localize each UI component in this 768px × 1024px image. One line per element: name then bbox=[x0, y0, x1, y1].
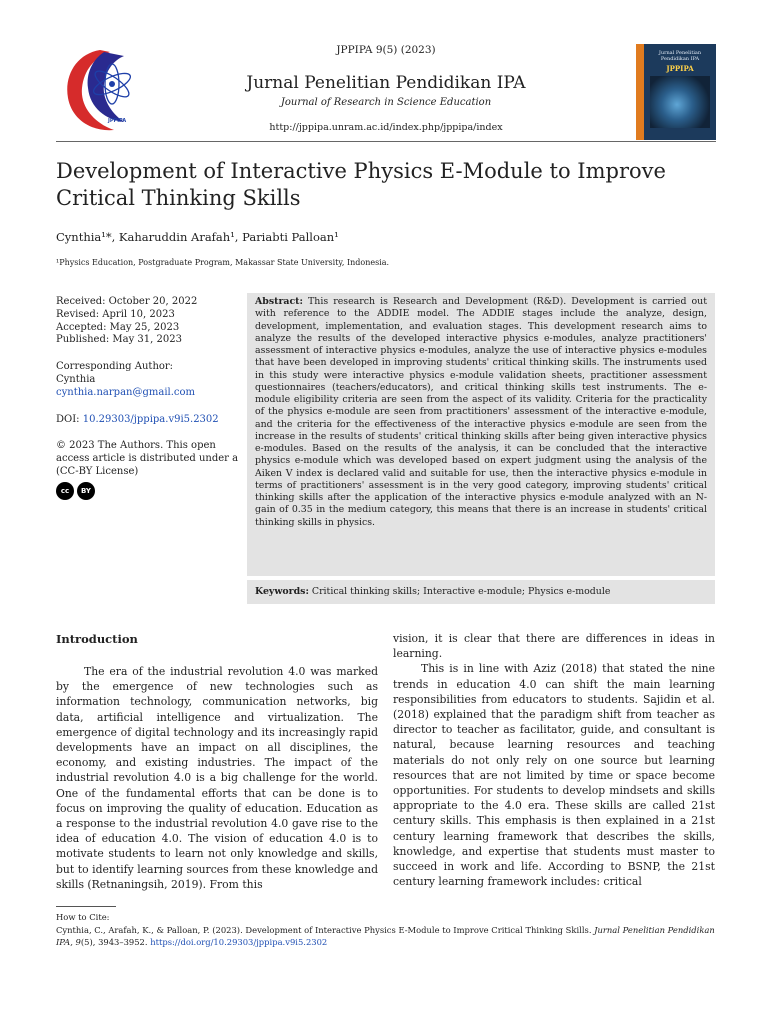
doi-label: DOI: bbox=[56, 413, 83, 425]
citation-journal: Jurnal Penelitian Pendidikan IPA, 9 bbox=[56, 924, 715, 947]
cover-text: Jurnal Penelitian Pendidikan IPA bbox=[658, 50, 702, 62]
body-paragraph: vision, it is clear that there are differences in ideas in learning. bbox=[393, 632, 715, 661]
doi-line bbox=[56, 414, 241, 427]
citation-issue-pages: (5), 3943–3952. bbox=[80, 937, 151, 947]
journal-header bbox=[56, 40, 716, 142]
cc-icon: cc bbox=[56, 482, 74, 500]
article-title: Development of Interactive Physics E-Module to Improve Critical Thinking Skills bbox=[56, 159, 666, 210]
journal-cover-thumbnail bbox=[636, 44, 716, 140]
cc-by-badge[interactable] bbox=[56, 482, 95, 500]
journal-title: Jurnal Penelitian Pendidikan IPA bbox=[246, 73, 526, 93]
cover-image bbox=[650, 76, 710, 128]
received-date: Received: October 20, 2022 bbox=[56, 296, 198, 307]
corresponding-label: Corresponding Author: bbox=[56, 361, 174, 373]
keywords-box bbox=[247, 580, 715, 604]
body-column-left bbox=[56, 664, 378, 892]
published-date: Published: May 31, 2023 bbox=[56, 334, 182, 346]
introduction-heading: Introduction bbox=[56, 632, 138, 646]
body-column-right bbox=[393, 631, 715, 889]
citation-label: How to Cite: bbox=[56, 912, 110, 922]
doi-link[interactable]: 10.29303/jppipa.v9i5.2302 bbox=[82, 413, 219, 425]
article-metadata bbox=[56, 296, 241, 500]
article-authors: Cynthia¹*, Kaharuddin Arafah¹, Pariabti Palloan¹ bbox=[56, 230, 339, 244]
journal-issue: JPPIPA 9(5) (2023) bbox=[336, 44, 436, 56]
cover-brand: JPPIPA bbox=[666, 64, 694, 73]
abstract-text: This research is Research and Development (R&D). Development is carried out with reference to the ADDIE model. The ADDIE stages include the analyze, design, development, implementation, and evaluation stages. This development research aims to analyze the results of the developed interactive physics e-modules, analyze practitioners' assessment of interactive physics e-modules, analyze the use of interactive physics e-modules that have been developed in improving students' critical thinking skills. The instruments used in this study were interactive physics e-module validation sheets, practitioner assessment questionnaires (teachers/educators), and critical thinking skills test instruments. The e-module eligibility criteria are seen from the aspect of its validity. Criteria for the practicality of the physics e-module are seen from practitioners' assessment of the interactive e-module, and the criteria for the effectiveness of the interactive physics e-module are seen from the increase in the results of students' critical thinking skills after being given interactive physics e-modules. Based on the results of the analysis, it can be concluded that the interactive physics e-module which was developed based on expert judgment using the analysis of the Aiken V index is declared valid and suitable for use, then the interactive physics e-module in terms of practitioners' assessment is in the very good category, improving students' critical thinking skills after the application of the interactive physics e-module analyzed with an N-gain of 0.35 in the medium category, this means that there is an increase in students' critical thinking skills in physics. bbox=[255, 296, 707, 528]
accepted-date: Accepted: May 25, 2023 bbox=[56, 321, 180, 333]
article-affiliation: ¹Physics Education, Postgraduate Program, Makassar State University, Indonesia. bbox=[56, 258, 390, 267]
citation-body bbox=[56, 924, 716, 949]
revised-date: Revised: April 10, 2023 bbox=[56, 308, 175, 320]
corresponding-email-link[interactable]: cynthia.narpan@gmail.com bbox=[56, 386, 195, 398]
license-text: © 2023 The Authors. This open access article is distributed under a (CC-BY License) bbox=[56, 440, 239, 477]
body-paragraph: The era of the industrial revolution 4.0 was marked by the emergence of new technologies such as information technology, communication networks, big data, artificial intelligence and virtualization. The emergence of digital technology and its increasingly rapid developments have an impact on all disciplines, the economy, and existing industries. The impact of the industrial revolution 4.0 is a big challenge for the world. One of the fundamental efforts that can be done is to focus on improving the quality of education. Education as a response to the industrial revolution 4.0 gave rise to the idea of education 4.0. The vision of education 4.0 is to motivate students to learn not only knowledge and skills, but to identify learning sources from these knowledge and skills (Retnaningsih, 2019). From this bbox=[56, 665, 378, 891]
body-paragraph: This is in line with Aziz (2018) that stated the nine trends in education 4.0 can shift the main learning responsibilities from educators to students. Sajidin et al. (2018) explained that the paradigm shift from teacher as director to teacher as facilitator, guide, and consultant is natural, because learning resources and teaching materials do not only rely on one source but learning resources that are not limited by time or space become opportunities. For students to develop mindsets and skills appropriate to the 4.0 era. These skills are called 21st century skills. This emphasis is then explained in a 21st century learning framework that describes the skills, knowledge, and expertise that students must master to succeed in work and life. According to BSNP, the 21st century learning framework includes: critical bbox=[393, 662, 715, 889]
journal-url[interactable]: http://jppipa.unram.ac.id/index.php/jppipa/index bbox=[269, 122, 503, 133]
keywords-text: Critical thinking skills; Interactive e-module; Physics e-module bbox=[311, 586, 611, 597]
abstract-box bbox=[247, 293, 715, 576]
footnote-divider bbox=[56, 906, 116, 907]
citation-text: Cynthia, C., Arafah, K., & Palloan, P. (2023). Development of Interactive Physics E-Module to Improve Critical Thinking Skills. bbox=[56, 924, 595, 935]
svg-text:JPPIPA: JPPIPA bbox=[108, 118, 127, 124]
by-icon: BY bbox=[77, 482, 95, 500]
citation-doi-link[interactable]: https://doi.org/10.29303/jppipa.v9i5.2302 bbox=[150, 937, 328, 947]
corresponding-name: Cynthia bbox=[56, 373, 96, 385]
abstract-label: Abstract: bbox=[255, 296, 303, 307]
citation-footnote bbox=[56, 911, 716, 949]
keywords-label: Keywords: bbox=[255, 586, 309, 597]
journal-subtitle: Journal of Research in Science Education bbox=[280, 97, 492, 108]
